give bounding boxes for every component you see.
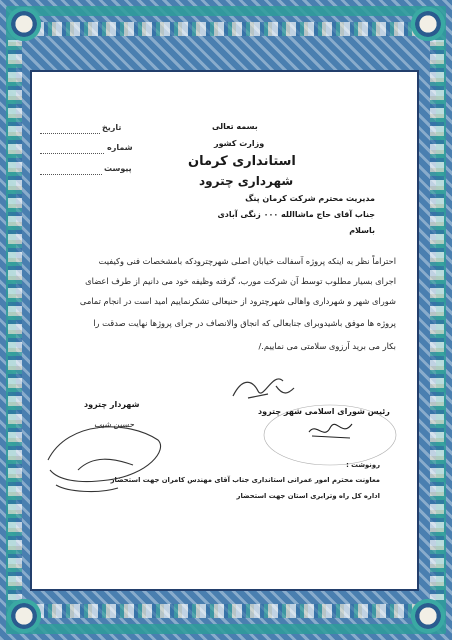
body-line: اجرای بسیار مطلوب توسط آن شرکت مورب، گرفته وظیفه خود می دانیم از طرف اعضای [85, 276, 396, 286]
council-title: رئیس شورای اسلامی شهر چترود [258, 407, 390, 416]
municipality-title: شهرداری چترود [199, 174, 294, 188]
body-line: بکار می برید آرزوی سلامتی می نماییم./ [258, 341, 396, 351]
cc-heading: رونوشت : [346, 461, 380, 469]
province-title: استانداری کرمان [188, 154, 296, 169]
mayor-signature [38, 400, 173, 500]
number-label: شماره [107, 143, 133, 152]
number-field-line [40, 153, 104, 154]
attachment-label: پیوست [104, 164, 132, 173]
letter-page [30, 70, 419, 591]
mayor-title: شهردار چترود [84, 400, 140, 409]
corner-rosette-icon [408, 4, 448, 44]
mayor-name: حسین شیب [94, 420, 135, 429]
recipient-line-2: جناب آقای حاج ماشاالله ۰۰۰ زنگی آبادی [217, 210, 375, 219]
left-ornament [8, 40, 22, 600]
cc-line-1: معاونت محترم امور عمرانی استانداری جناب آقای مهندس کامران جهت استحضار [110, 476, 380, 484]
date-label: تاریخ [102, 123, 122, 132]
body-line: شورای شهر و شهرداری واهالی شهرچترود از حنیعالی تشکرنماییم امید است در انجام تمامی [79, 296, 396, 306]
bottom-ornament [20, 604, 432, 618]
corner-rosette-icon [408, 596, 448, 636]
date-field-line [40, 133, 100, 134]
council-seal-outline [260, 400, 400, 470]
top-ornament [20, 22, 432, 36]
corner-rosette-icon [4, 4, 44, 44]
ministry: وزارت کشور [214, 139, 265, 148]
cc-line-2: اداره کل راه وترابری استان جهت استحضار [236, 492, 380, 500]
corner-rosette-icon [4, 596, 44, 636]
body-line: احتراماً نظر به اینکه پروژه آسفالت خیابان اصلی شهرچترودکه بامشخصات فنی وکیفیت [98, 256, 396, 266]
greeting: باسلام [349, 226, 375, 235]
attachment-field-line [40, 174, 102, 175]
body-line: پروژه ها موفق باشیدوبرای جنابعالی که انجاق والانصاف در جرای پروژها نهایت صدقت را [93, 318, 396, 328]
recipient-line-1: مدیریت محترم شرکت کرمان پنگ [245, 194, 375, 203]
right-ornament [430, 40, 444, 600]
basmala: بسمه تعالی [212, 122, 258, 131]
